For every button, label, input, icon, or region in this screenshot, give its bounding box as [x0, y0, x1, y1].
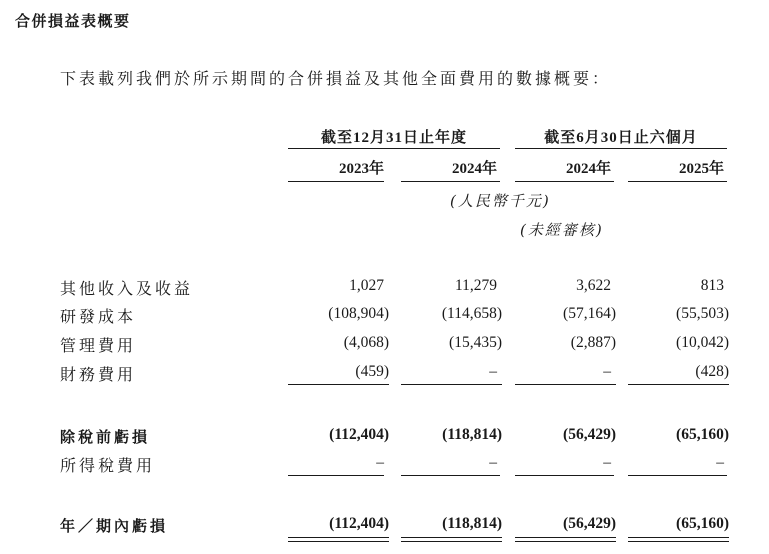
cell-other-income-2023: 1,027: [349, 277, 384, 294]
column-header-2024-half: 2024年: [565, 161, 611, 177]
row-label-loss-for-period: 年／期內虧損: [60, 517, 169, 535]
cell-loss-before-tax-2024: (118,814): [442, 426, 502, 443]
subtotal-rule: [288, 475, 384, 476]
group-underline-period: [515, 148, 727, 149]
cell-loss-for-period-2024: (118,814): [442, 515, 502, 532]
subtotal-rule: [401, 475, 500, 476]
cell-rd-cost-2025h1: (55,503): [676, 305, 729, 322]
cell-income-tax-2023: –: [376, 454, 384, 471]
column-header-2023: 2023年: [338, 161, 384, 177]
cell-finance-costs-2023: (459): [355, 363, 389, 380]
row-label-admin-expenses: 管理費用: [60, 336, 137, 355]
cell-rd-cost-2024h1: (57,164): [563, 305, 616, 322]
cell-admin-expenses-2025h1: (10,042): [676, 334, 729, 351]
intro-text: 下表載列我們於所示期間的合併損益及其他全面費用的數據概要：: [60, 69, 612, 88]
total-double-rule: [515, 537, 616, 542]
cell-other-income-2024: 11,279: [454, 277, 497, 294]
cell-loss-for-period-2023: (112,404): [329, 515, 389, 532]
row-label-loss-before-tax: 除稅前虧損: [60, 428, 151, 446]
cell-income-tax-2025h1: –: [716, 454, 724, 471]
total-double-rule: [628, 537, 729, 542]
subtotal-rule: [515, 384, 616, 385]
column-underline: [515, 181, 614, 182]
row-label-rd-cost: 研發成本: [60, 307, 137, 326]
currency-unit-note: (人民幣千元): [450, 192, 551, 210]
column-underline: [288, 181, 384, 182]
cell-other-income-2024h1: 3,622: [576, 277, 611, 294]
cell-finance-costs-2025h1: (428): [695, 363, 729, 380]
subtotal-rule: [288, 384, 389, 385]
group-header-year: 截至12月31日止年度: [320, 130, 467, 146]
cell-rd-cost-2023: (108,904): [328, 305, 389, 322]
cell-finance-costs-2024h1: –: [603, 363, 611, 380]
cell-loss-before-tax-2024h1: (56,429): [563, 426, 616, 443]
cell-loss-before-tax-2025h1: (65,160): [676, 426, 729, 443]
column-underline: [401, 181, 500, 182]
column-underline: [628, 181, 727, 182]
cell-admin-expenses-2024: (15,435): [449, 334, 502, 351]
column-header-2024-full: 2024年: [451, 161, 497, 177]
cell-income-tax-2024h1: –: [603, 454, 611, 471]
column-header-2025: 2025年: [678, 161, 724, 177]
cell-loss-before-tax-2023: (112,404): [329, 426, 389, 443]
subtotal-rule: [515, 475, 614, 476]
row-label-income-tax: 所得稅費用: [60, 456, 156, 475]
group-underline-year: [288, 148, 500, 149]
subtotal-rule: [628, 475, 727, 476]
row-label-finance-costs: 財務費用: [60, 365, 137, 384]
section-title: 合併損益表概要: [15, 12, 131, 30]
cell-finance-costs-2024: –: [489, 363, 497, 380]
subtotal-rule: [628, 384, 729, 385]
cell-loss-for-period-2024h1: (56,429): [563, 515, 616, 532]
total-double-rule: [401, 537, 502, 542]
total-double-rule: [288, 537, 389, 542]
cell-loss-for-period-2025h1: (65,160): [676, 515, 729, 532]
group-header-period: 截至6月30日止六個月: [544, 130, 698, 146]
row-label-other-income: 其他收入及收益: [60, 279, 194, 298]
subtotal-rule: [401, 384, 502, 385]
cell-rd-cost-2024: (114,658): [441, 305, 502, 322]
unaudited-note: (未經審核): [520, 221, 604, 239]
cell-admin-expenses-2023: (4,068): [343, 334, 389, 351]
cell-admin-expenses-2024h1: (2,887): [570, 334, 616, 351]
cell-income-tax-2024: –: [489, 454, 497, 471]
cell-other-income-2025h1: 813: [700, 277, 724, 294]
